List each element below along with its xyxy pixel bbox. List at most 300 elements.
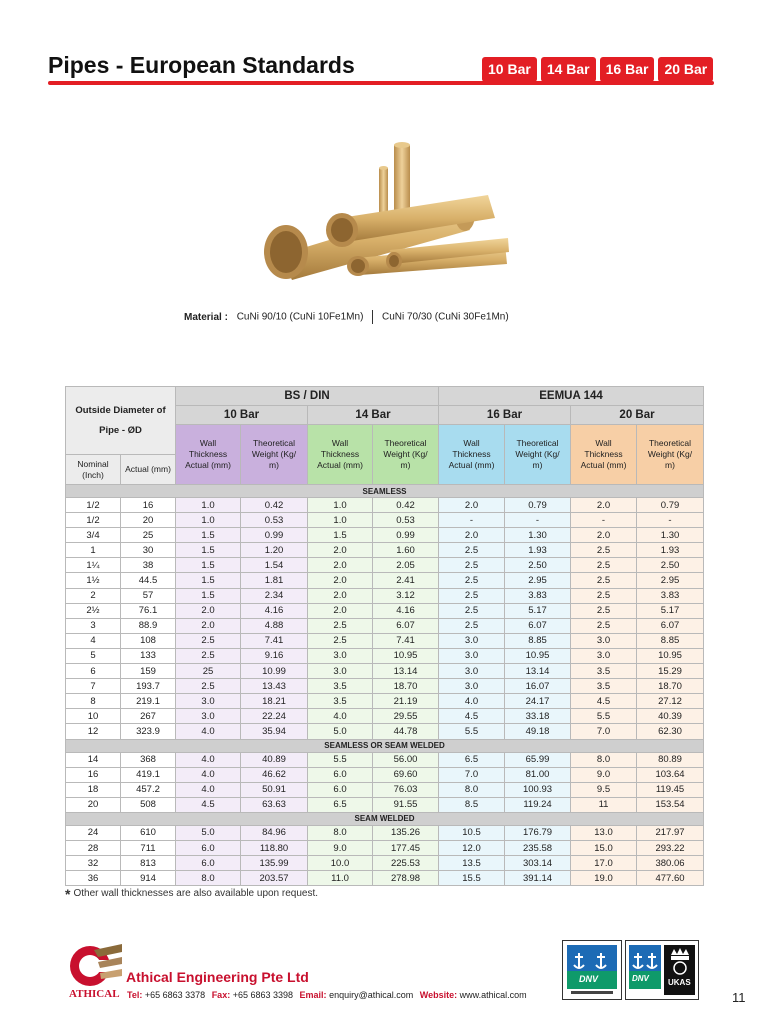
table-row — [66, 856, 704, 871]
page-title: Pipes - European Standards — [48, 52, 355, 78]
table-cell: 11 — [571, 797, 637, 812]
table-cell: 2.0 — [308, 573, 373, 588]
table-cell: 610 — [121, 825, 176, 840]
table-cell: 32 — [66, 856, 121, 871]
table-cell: 3.0 — [571, 633, 637, 648]
table-cell: 1¼ — [66, 558, 121, 573]
table-cell: 0.79 — [505, 498, 571, 513]
table-cell: 4 — [66, 633, 121, 648]
pressure-16-bar: 16 Bar — [439, 406, 571, 425]
table-cell: 3.0 — [176, 694, 241, 709]
table-cell: 25 — [121, 528, 176, 543]
table-cell: 5 — [66, 648, 121, 663]
weight-10: Theoretical Weight (Kg/ m) — [241, 425, 308, 485]
table-cell: 8 — [66, 694, 121, 709]
table-cell: 15.29 — [637, 664, 704, 679]
ukas-crown-icon — [626, 941, 698, 999]
table-cell: 2.0 — [308, 603, 373, 618]
section-header: SEAMLESS — [66, 485, 704, 498]
table-cell: 1/2 — [66, 513, 121, 528]
table-cell: 7 — [66, 679, 121, 694]
table-cell: 25 — [176, 664, 241, 679]
table-cell: 3.0 — [439, 648, 505, 663]
table-row — [66, 543, 704, 558]
table-cell: 711 — [121, 840, 176, 855]
table-cell: 7.0 — [571, 724, 637, 739]
table-cell: 44.78 — [373, 724, 439, 739]
table-cell: 3.0 — [439, 664, 505, 679]
badge-20-bar: 20 Bar — [658, 57, 713, 82]
table-row — [66, 618, 704, 633]
table-cell: 16 — [121, 498, 176, 513]
material-option-1: CuNi 90/10 (CuNi 10Fe1Mn) — [236, 311, 364, 323]
pressure-badges — [482, 57, 713, 82]
table-row — [66, 871, 704, 886]
ukas-label: UKAS — [668, 978, 691, 987]
table-cell: 6.0 — [308, 767, 373, 782]
weight-20: Theoretical Weight (Kg/ m) — [637, 425, 704, 485]
table-cell: 8.5 — [439, 797, 505, 812]
table-cell: 6.0 — [176, 856, 241, 871]
table-cell: 5.17 — [505, 603, 571, 618]
table-cell: 219.1 — [121, 694, 176, 709]
table-cell: 18.70 — [373, 679, 439, 694]
table-cell: 10.5 — [439, 825, 505, 840]
table-cell: 2.50 — [637, 558, 704, 573]
std-eemua: EEMUA 144 — [439, 387, 704, 406]
fax-value: +65 6863 3398 — [232, 990, 294, 1000]
table-cell: 12.0 — [439, 840, 505, 855]
table-cell: 4.0 — [308, 709, 373, 724]
table-cell: 19.0 — [571, 871, 637, 886]
table-row — [66, 825, 704, 840]
table-cell: 1.5 — [308, 528, 373, 543]
table-cell: 4.0 — [176, 782, 241, 797]
table-cell: 21.19 — [373, 694, 439, 709]
table-cell: 2.95 — [637, 573, 704, 588]
table-cell: 65.99 — [505, 752, 571, 767]
table-cell: 3.12 — [373, 588, 439, 603]
table-cell: 368 — [121, 752, 176, 767]
table-cell: 17.0 — [571, 856, 637, 871]
table-row — [66, 709, 704, 724]
table-cell: 457.2 — [121, 782, 176, 797]
table-cell: 4.0 — [176, 767, 241, 782]
table-cell: 6 — [66, 664, 121, 679]
table-cell: 5.5 — [308, 752, 373, 767]
table-cell: 13.43 — [241, 679, 308, 694]
table-cell: 9.16 — [241, 648, 308, 663]
table-cell: 0.53 — [241, 513, 308, 528]
table-cell: 4.0 — [439, 694, 505, 709]
table-row — [66, 664, 704, 679]
table-cell: 16 — [66, 767, 121, 782]
table-cell: 13.0 — [571, 825, 637, 840]
table-cell: 6.5 — [308, 797, 373, 812]
section-header: SEAMLESS OR SEAM WELDED — [66, 739, 704, 752]
table-cell: 2.0 — [571, 528, 637, 543]
std-bs-din: BS / DIN — [176, 387, 439, 406]
table-cell: 2.0 — [176, 603, 241, 618]
tel-label: Tel: — [127, 990, 143, 1000]
table-cell: 0.42 — [241, 498, 308, 513]
table-row — [66, 498, 704, 513]
badge-10-bar: 10 Bar — [482, 57, 537, 82]
table-cell: 36 — [66, 871, 121, 886]
table-row — [66, 752, 704, 767]
table-cell: 1.93 — [637, 543, 704, 558]
table-row — [66, 633, 704, 648]
table-cell: 2.5 — [571, 588, 637, 603]
nominal-header: Nominal (Inch) — [66, 455, 121, 485]
table-cell: 1½ — [66, 573, 121, 588]
table-cell: 44.5 — [121, 573, 176, 588]
pipes-illustration — [260, 140, 510, 280]
table-cell: 5.0 — [176, 825, 241, 840]
table-cell: 76.03 — [373, 782, 439, 797]
table-row — [66, 603, 704, 618]
table-cell: 10.95 — [505, 648, 571, 663]
table-row — [66, 588, 704, 603]
table-cell: 10 — [66, 709, 121, 724]
table-cell: 1.54 — [241, 558, 308, 573]
dnv-ukas-cert-mark — [625, 940, 699, 1000]
table-cell: 100.93 — [505, 782, 571, 797]
table-cell: 0.99 — [373, 528, 439, 543]
table-cell: 235.58 — [505, 840, 571, 855]
table-cell: 57 — [121, 588, 176, 603]
table-cell: 1.5 — [176, 528, 241, 543]
table-cell: 15.0 — [571, 840, 637, 855]
table-cell: 203.57 — [241, 871, 308, 886]
table-cell: 13.5 — [439, 856, 505, 871]
table-cell: 1.5 — [176, 558, 241, 573]
table-cell: 10.0 — [308, 856, 373, 871]
actual-header: Actual (mm) — [121, 455, 176, 485]
table-cell: 5.0 — [308, 724, 373, 739]
table-cell: 2 — [66, 588, 121, 603]
table-cell: 84.96 — [241, 825, 308, 840]
table-cell: 3.0 — [571, 648, 637, 663]
table-cell: 24.17 — [505, 694, 571, 709]
table-cell: 69.60 — [373, 767, 439, 782]
table-cell: 2.0 — [439, 498, 505, 513]
badge-14-bar: 14 Bar — [541, 57, 596, 82]
table-cell: 8.0 — [308, 825, 373, 840]
table-cell: 193.7 — [121, 679, 176, 694]
table-cell: 2.5 — [571, 543, 637, 558]
table-cell: 914 — [121, 871, 176, 886]
table-cell: 20 — [66, 797, 121, 812]
table-cell: 2½ — [66, 603, 121, 618]
table-cell: 3.83 — [505, 588, 571, 603]
table-cell: 12 — [66, 724, 121, 739]
table-cell: 1.93 — [505, 543, 571, 558]
table-cell: 7.41 — [241, 633, 308, 648]
table-cell: 8.0 — [176, 871, 241, 886]
table-cell: 477.60 — [637, 871, 704, 886]
table-cell: 56.00 — [373, 752, 439, 767]
table-cell: 293.22 — [637, 840, 704, 855]
table-cell: 419.1 — [121, 767, 176, 782]
table-row — [66, 797, 704, 812]
page-number: 11 — [732, 990, 746, 1005]
table-cell: 9.0 — [571, 767, 637, 782]
table-cell: 2.34 — [241, 588, 308, 603]
table-cell: 2.05 — [373, 558, 439, 573]
table-cell: 1.5 — [176, 543, 241, 558]
table-cell: 2.5 — [308, 618, 373, 633]
table-cell: 103.64 — [637, 767, 704, 782]
table-cell: 6.07 — [373, 618, 439, 633]
table-cell: 3.0 — [308, 648, 373, 663]
table-cell: - — [505, 513, 571, 528]
table-cell: 10.95 — [637, 648, 704, 663]
table-cell: 13.14 — [373, 664, 439, 679]
table-cell: 2.5 — [571, 603, 637, 618]
table-row — [66, 724, 704, 739]
wall-thickness-10: Wall Thickness Actual (mm) — [176, 425, 241, 485]
dnv-cert-mark — [562, 940, 622, 1000]
table-row — [66, 767, 704, 782]
table-cell: 8.85 — [637, 633, 704, 648]
pressure-14-bar: 14 Bar — [308, 406, 439, 425]
table-cell: 1.30 — [637, 528, 704, 543]
table-row — [66, 513, 704, 528]
table-cell: 8.0 — [439, 782, 505, 797]
table-cell: 6.07 — [505, 618, 571, 633]
table-cell: 16.07 — [505, 679, 571, 694]
table-row — [66, 528, 704, 543]
table-cell: 0.79 — [637, 498, 704, 513]
table-row — [66, 840, 704, 855]
table-cell: 35.94 — [241, 724, 308, 739]
table-cell: 3.5 — [308, 679, 373, 694]
table-cell: 7.0 — [439, 767, 505, 782]
table-cell: 1.0 — [308, 498, 373, 513]
table-cell: 2.5 — [439, 618, 505, 633]
table-cell: 2.5 — [439, 543, 505, 558]
table-cell: 108 — [121, 633, 176, 648]
table-cell: 7.41 — [373, 633, 439, 648]
table-cell: 2.5 — [571, 573, 637, 588]
table-cell: 4.5 — [176, 797, 241, 812]
table-cell: 3/4 — [66, 528, 121, 543]
table-cell: 27.12 — [637, 694, 704, 709]
table-cell: 49.18 — [505, 724, 571, 739]
table-cell: 5.5 — [571, 709, 637, 724]
table-cell: 1 — [66, 543, 121, 558]
table-cell: 4.16 — [241, 603, 308, 618]
footnote-text: Other wall thicknesses are also available upon request. — [73, 888, 319, 899]
table-cell: 1.60 — [373, 543, 439, 558]
table-cell: 14 — [66, 752, 121, 767]
table-cell: 267 — [121, 709, 176, 724]
table-cell: 3.0 — [439, 633, 505, 648]
table-cell: 1.0 — [308, 513, 373, 528]
table-cell: 6.0 — [308, 782, 373, 797]
table-cell: 1.0 — [176, 498, 241, 513]
table-cell: 813 — [121, 856, 176, 871]
table-cell: 3.0 — [308, 664, 373, 679]
table-cell: 15.5 — [439, 871, 505, 886]
table-cell: 2.5 — [439, 558, 505, 573]
table-cell: 217.97 — [637, 825, 704, 840]
table-cell: 4.0 — [176, 724, 241, 739]
table-cell: 2.5 — [308, 633, 373, 648]
table-row — [66, 694, 704, 709]
table-cell: 0.53 — [373, 513, 439, 528]
table-cell: 2.95 — [505, 573, 571, 588]
dnv-label: DNV — [579, 974, 599, 984]
table-cell: 2.0 — [308, 543, 373, 558]
table-cell: 38 — [121, 558, 176, 573]
table-cell: 135.99 — [241, 856, 308, 871]
table-cell: 3.83 — [637, 588, 704, 603]
table-cell: 29.55 — [373, 709, 439, 724]
table-cell: 40.39 — [637, 709, 704, 724]
table-cell: 133 — [121, 648, 176, 663]
table-cell: 303.14 — [505, 856, 571, 871]
table-cell: 4.5 — [439, 709, 505, 724]
table-cell: - — [571, 513, 637, 528]
pressure-10-bar: 10 Bar — [176, 406, 308, 425]
table-cell: 119.24 — [505, 797, 571, 812]
email-value: enquiry@athical.com — [329, 990, 414, 1000]
table-cell: 30 — [121, 543, 176, 558]
table-cell: 3.0 — [176, 709, 241, 724]
table-cell: 2.5 — [439, 603, 505, 618]
company-name: Athical Engineering Pte Ltd — [126, 969, 309, 985]
tel-value: +65 6863 3378 — [144, 990, 206, 1000]
table-cell: 4.88 — [241, 618, 308, 633]
table-cell: 81.00 — [505, 767, 571, 782]
table-cell: 20 — [121, 513, 176, 528]
table-cell: 1.5 — [176, 573, 241, 588]
table-cell: 80.89 — [637, 752, 704, 767]
table-cell: 6.0 — [176, 840, 241, 855]
weight-16: Theoretical Weight (Kg/ m) — [505, 425, 571, 485]
table-cell: 2.0 — [439, 528, 505, 543]
table-cell: 153.54 — [637, 797, 704, 812]
table-cell: 18.21 — [241, 694, 308, 709]
table-cell: 2.5 — [176, 633, 241, 648]
table-cell: 10.99 — [241, 664, 308, 679]
table-cell: 0.42 — [373, 498, 439, 513]
table-cell: 159 — [121, 664, 176, 679]
table-cell: 18.70 — [637, 679, 704, 694]
table-cell: 177.45 — [373, 840, 439, 855]
table-cell: 4.16 — [373, 603, 439, 618]
table-cell: 2.5 — [439, 573, 505, 588]
table-cell: 62.30 — [637, 724, 704, 739]
table-cell: 5.5 — [439, 724, 505, 739]
table-cell: 33.18 — [505, 709, 571, 724]
dnv-ship-icon — [563, 941, 621, 999]
table-cell: 278.98 — [373, 871, 439, 886]
table-cell: 8.85 — [505, 633, 571, 648]
table-cell: 135.26 — [373, 825, 439, 840]
table-cell: 176.79 — [505, 825, 571, 840]
table-cell: 50.91 — [241, 782, 308, 797]
table-cell: 9.5 — [571, 782, 637, 797]
email-label: Email: — [299, 990, 327, 1000]
table-cell: 323.9 — [121, 724, 176, 739]
table-cell: 88.9 — [121, 618, 176, 633]
material-option-2: CuNi 70/30 (CuNi 30Fe1Mn) — [381, 311, 509, 323]
table-cell: 2.0 — [571, 498, 637, 513]
pressure-20-bar: 20 Bar — [571, 406, 704, 425]
table-cell: 4.5 — [571, 694, 637, 709]
table-cell: 225.53 — [373, 856, 439, 871]
table-cell: 3.5 — [571, 679, 637, 694]
table-cell: 1/2 — [66, 498, 121, 513]
table-cell: 2.5 — [571, 558, 637, 573]
table-cell: 6.07 — [637, 618, 704, 633]
fax-label: Fax: — [211, 990, 231, 1000]
table-cell: 2.41 — [373, 573, 439, 588]
table-cell: 2.0 — [308, 558, 373, 573]
table-cell: 6.5 — [439, 752, 505, 767]
table-cell: 76.1 — [121, 603, 176, 618]
table-cell: 1.30 — [505, 528, 571, 543]
table-row — [66, 558, 704, 573]
table-cell: 3 — [66, 618, 121, 633]
table-cell: 508 — [121, 797, 176, 812]
table-cell: 1.5 — [176, 588, 241, 603]
table-cell: 2.5 — [439, 588, 505, 603]
table-cell: 2.5 — [176, 648, 241, 663]
footnote-star: * — [65, 886, 71, 902]
table-cell: 4.0 — [176, 752, 241, 767]
badge-16-bar: 16 Bar — [600, 57, 655, 82]
table-cell: 2.50 — [505, 558, 571, 573]
table-cell: 391.14 — [505, 871, 571, 886]
table-cell: 5.17 — [637, 603, 704, 618]
table-row — [66, 782, 704, 797]
table-cell: 1.20 — [241, 543, 308, 558]
table-cell: 0.99 — [241, 528, 308, 543]
table-cell: 8.0 — [571, 752, 637, 767]
table-cell: 2.0 — [176, 618, 241, 633]
section-header: SEAM WELDED — [66, 812, 704, 825]
table-cell: 3.5 — [308, 694, 373, 709]
table-cell: 22.24 — [241, 709, 308, 724]
pipe-spec-table — [65, 386, 704, 886]
table-cell: 2.5 — [176, 679, 241, 694]
table-cell: 380.06 — [637, 856, 704, 871]
table-row — [66, 648, 704, 663]
table-cell: 2.5 — [571, 618, 637, 633]
table-cell: 10.95 — [373, 648, 439, 663]
contact-line — [127, 990, 527, 1000]
table-cell: 91.55 — [373, 797, 439, 812]
website-label: Website: — [419, 990, 458, 1000]
table-cell: 46.62 — [241, 767, 308, 782]
wall-thickness-14: Wall Thickness Actual (mm) — [308, 425, 373, 485]
table-cell: 3.0 — [439, 679, 505, 694]
table-cell: 9.0 — [308, 840, 373, 855]
table-cell: 28 — [66, 840, 121, 855]
table-cell: 18 — [66, 782, 121, 797]
table-row — [66, 679, 704, 694]
table-cell: 13.14 — [505, 664, 571, 679]
table-cell: 1.81 — [241, 573, 308, 588]
website-value: www.athical.com — [459, 990, 527, 1000]
table-cell: 40.89 — [241, 752, 308, 767]
table-cell: 118.80 — [241, 840, 308, 855]
spec-table-body — [66, 485, 704, 886]
